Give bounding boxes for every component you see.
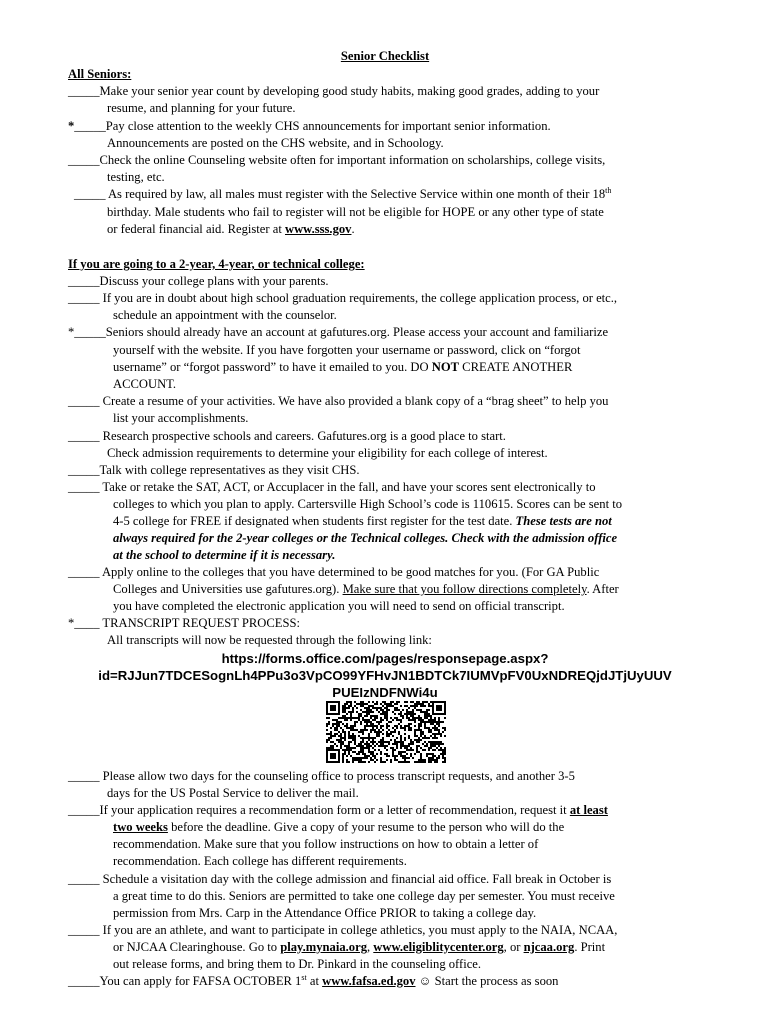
checklist-item: _____ Create a resume of your activities. We have also provided a blank copy of a “brag sheet” to help you: [68, 394, 609, 408]
checklist-item: _____ Research prospective schools and careers. Gafutures.org is a good place to start.: [68, 429, 506, 443]
checklist-text: ACCOUNT.: [113, 377, 177, 391]
checklist-text: Colleges and Universities use gafutures.org). Make sure that you follow directions completely. After: [113, 582, 619, 596]
checklist-text: Check admission requirements to determine your eligibility for each college of interest.: [107, 446, 548, 460]
njcaa-link[interactable]: njcaa.org: [523, 940, 575, 954]
all-seniors-heading: All Seniors:: [68, 67, 132, 81]
ncaa-link[interactable]: www.eligiblitycenter.org: [373, 940, 504, 954]
checklist-text: 4-5 college for FREE if designated when students first register for the test date. These tests are not: [113, 514, 612, 528]
checklist-text: or NJCAA Clearinghouse. Go to play.mynaia.org, www.eligiblitycenter.org, or njcaa.org. Print: [113, 940, 606, 954]
checklist-item: *____ TRANSCRIPT REQUEST PROCESS:: [68, 616, 300, 630]
checklist-item: _____ Please allow two days for the counseling office to process transcript requests, and another 3-5: [68, 769, 575, 783]
transcript-url-line-3[interactable]: PUEIzNDFNWi4u: [332, 685, 438, 700]
checklist-text: schedule an appointment with the counselor.: [113, 308, 337, 322]
checklist-item: _____Check the online Counseling website often for important information on scholarships, college visits,: [68, 153, 606, 167]
checklist-text: colleges to which you plan to apply. Cartersville High School’s code is 110615. Scores can be sent to: [113, 497, 623, 511]
checklist-item: _____ Schedule a visitation day with the college admission and financial aid office. Fall break in October is: [68, 872, 612, 886]
checklist-text: username” or “forgot password” to have it emailed to you. DO NOT CREATE ANOTHER: [113, 360, 573, 374]
checklist-text: recommendation. Each college has different requirements.: [113, 854, 407, 868]
checklist-text: resume, and planning for your future.: [107, 101, 296, 115]
fafsa-link[interactable]: www.fafsa.ed.gov: [322, 974, 416, 988]
checklist-item: _____ Apply online to the colleges that you have determined to be good matches for you. (For GA Public: [68, 565, 600, 579]
college-heading: If you are going to a 2-year, 4-year, or technical college:: [68, 257, 365, 271]
checklist-item: _____ If you are in doubt about high school graduation requirements, the college application process, or etc.,: [68, 291, 618, 305]
checklist-item: _____Talk with college representatives as they visit CHS.: [68, 463, 360, 477]
checklist-text: at the school to determine if it is necessary.: [113, 548, 336, 562]
checklist-text: a great time to do this. Seniors are permitted to take one college day per semester. You must receive: [113, 889, 615, 903]
important-marker: *: [68, 119, 75, 133]
checklist-text: permission from Mrs. Carp in the Attendance Office PRIOR to taking a college day.: [113, 906, 537, 920]
transcript-url-line-1[interactable]: https://forms.office.com/pages/responsepage.aspx?: [221, 651, 549, 666]
naia-link[interactable]: play.mynaia.org: [280, 940, 367, 954]
checklist-item: _____If your application requires a recommendation form or a letter of recommendation, request it at least: [68, 803, 608, 817]
checklist-text: testing, etc.: [107, 170, 165, 184]
qr-code[interactable]: [326, 701, 446, 763]
checklist-text: or federal financial aid. Register at www.sss.gov.: [107, 222, 355, 236]
checklist-text: two weeks before the deadline. Give a copy of your resume to the person who will do the: [113, 820, 565, 834]
checklist-item: _____You can apply for FAFSA OCTOBER 1st at www.fafsa.ed.gov ☺ Start the process as soon: [68, 972, 559, 988]
checklist-item: _____ If you are an athlete, and want to participate in college athletics, you must apply to the NAIA, NCAA,: [68, 923, 618, 937]
checklist-item: _____ Take or retake the SAT, ACT, or Accuplacer in the fall, and have your scores sent electronically to: [68, 480, 596, 494]
checklist-text: birthday. Male students who fail to register will not be eligible for HOPE or any other type of state: [107, 205, 604, 219]
checklist-item: _____Make your senior year count by developing good study habits, making good grades, adding to your: [68, 84, 600, 98]
sss-link[interactable]: www.sss.gov: [284, 222, 352, 236]
checklist-text: days for the US Postal Service to deliver the mail.: [107, 786, 359, 800]
checklist-text: yourself with the website. If you have forgotten your username or password, click on “forgot: [113, 343, 581, 357]
checklist-text: recommendation. Make sure that you follow instructions on how to obtain a letter of: [113, 837, 539, 851]
checklist-text: you have completed the electronic application you will need to send on official transcript.: [113, 599, 565, 613]
checklist-item: *_____Pay close attention to the weekly CHS announcements for important senior information.: [68, 119, 551, 133]
transcript-url-line-2[interactable]: id=RJJun7TDCESognLh4PPu3o3VpCO99YFHvJN1BDTCk7IUMVpFV0UxNDREQjdJTjUyUUV: [98, 668, 672, 683]
checklist-text: out release forms, and bring them to Dr. Pinkard in the counseling office.: [113, 957, 482, 971]
checklist-text: list your accomplishments.: [113, 411, 249, 425]
checklist-item: _____Discuss your college plans with your parents.: [68, 274, 329, 288]
checklist-text: always required for the 2-year colleges or the Technical colleges. Check with the admission office: [113, 531, 618, 545]
checklist-text: Announcements are posted on the CHS website, and in Schoology.: [107, 136, 444, 150]
checklist-text: All transcripts will now be requested through the following link:: [107, 633, 432, 647]
page-title: Senior Checklist: [340, 49, 430, 63]
checklist-item: _____ As required by law, all males must register with the Selective Service within one month of their 18th: [74, 185, 612, 201]
checklist-item: *_____Seniors should already have an account at gafutures.org. Please access your account and familiarize: [68, 325, 609, 339]
